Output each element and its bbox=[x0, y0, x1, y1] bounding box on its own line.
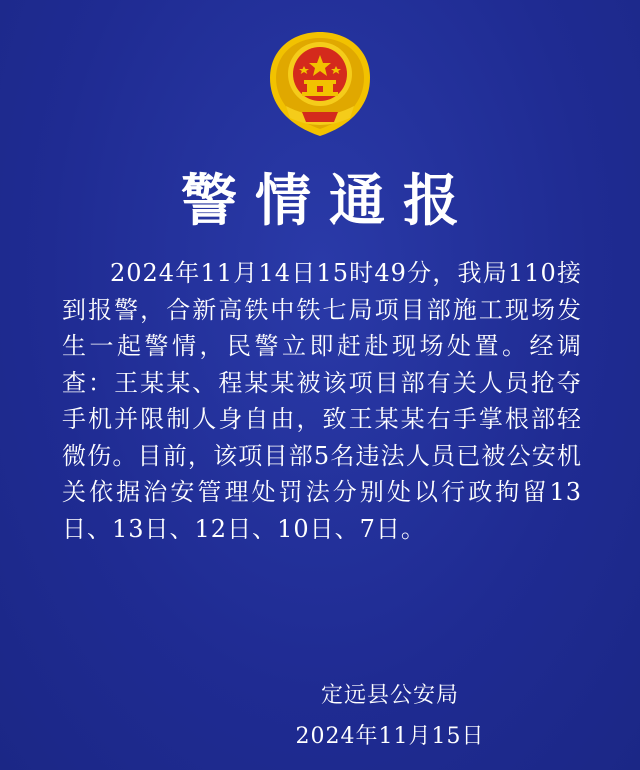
notice-body: 2024年11月14日15时49分，我局110接到报警，合新高铁中铁七局项目部施工现场发生一起警情，民警立即赶赴现场处置。经调查：王某某、程某某被该项目部有关人员抢夺手机并限制人身自由，致王某某右手掌根部轻微伤。目前，该项目部5名违法人员已被公安机关依据治安管理处罚法分别处以行政拘留13日、13日、12日、10日、7日。 bbox=[62, 259, 582, 543]
notice-title: 警情通报 bbox=[181, 169, 477, 234]
police-emblem-icon bbox=[262, 28, 378, 140]
issuer-name: 定远县公安局 bbox=[320, 683, 459, 708]
issue-date: 2024年11月15日 bbox=[295, 724, 485, 749]
